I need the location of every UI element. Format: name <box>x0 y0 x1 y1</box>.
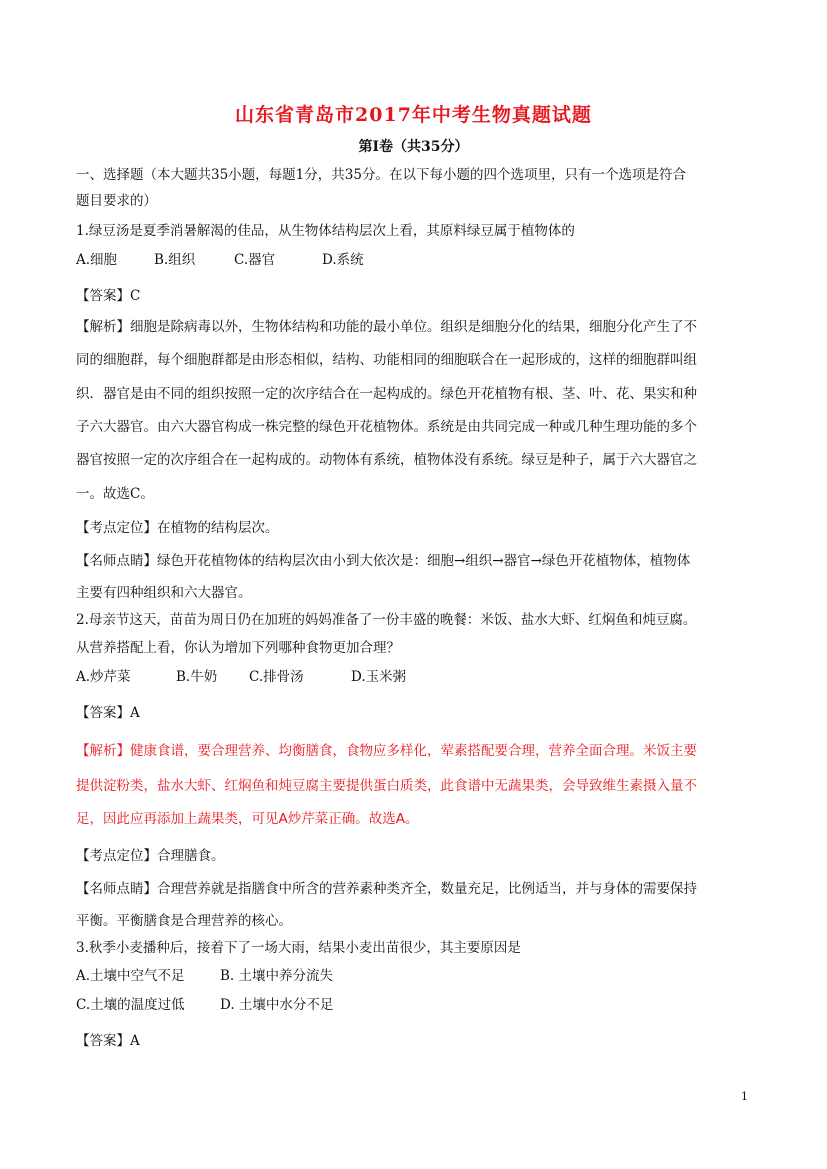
q1-tips-line-1: 【名师点睛】绿色开花植物体的结构层次由小到大依次是：细胞→组织→器官→绿色开花植物体，植物体 <box>76 553 691 569</box>
q1-analysis-line-5: 器官按照一定的次序组合在一起构成的。动物体有系统，植物体没有系统。绿豆是种子，属于六大器官之 <box>76 452 697 468</box>
q1-analysis-line-1: 【解析】细胞是除病毒以外，生物体结构和功能的最小单位。组织是细胞分化的结果，细胞分化产生了不 <box>76 319 697 335</box>
q2-option-d: D.玉米粥 <box>351 669 407 685</box>
q1-tips-line-2: 主要有四种组织和六大器官。 <box>76 585 252 601</box>
q2-tips-line-1: 【名师点睛】合理营养就是指膳食中所含的营养素种类齐全，数量充足，比例适当，并与身体的需要保持 <box>76 881 697 897</box>
q2-tips-line-2: 平衡。平衡膳食是合理营养的核心。 <box>76 913 292 929</box>
q3-option-d: D. 土壤中水分不足 <box>220 997 334 1013</box>
q2-analysis-line-2: 提供淀粉类，盐水大虾、红焖鱼和炖豆腐主要提供蛋白质类，此食谱中无蔬果类，会导致维生素摄入量不 <box>76 778 697 794</box>
q3-stem: 3.秋季小麦播种后，接着下了一场大雨，结果小麦出苗很少，其主要原因是 <box>76 940 521 956</box>
q3-options-row-1 <box>76 966 756 986</box>
q1-option-d: D.系统 <box>322 252 364 268</box>
q2-stem-line-1: 2.母亲节这天，苗苗为周日仍在加班的妈妈准备了一份丰盛的晚餐：米饭、盐水大虾、红焖鱼和炖豆腐。 <box>76 612 697 628</box>
q2-analysis-line-1: 【解析】健康食谱，要合理营养、均衡膳食，食物应多样化，荤素搭配要合理，营养全面合理。米饭主要 <box>76 743 697 759</box>
q2-answer: 【答案】A <box>76 705 140 721</box>
q1-analysis-line-6: 一。故选C。 <box>76 486 154 502</box>
q1-point: 【考点定位】在植物的结构层次。 <box>76 520 279 536</box>
page-title: 山东省青岛市2017年中考生物真题试题 <box>235 104 592 126</box>
q3-answer: 【答案】A <box>76 1033 140 1049</box>
q3-option-b: B. 土壤中养分流失 <box>220 968 334 984</box>
q1-stem: 1.绿豆汤是夏季消暑解渴的佳品，从生物体结构层次上看，其原料绿豆属于植物体的 <box>76 223 575 239</box>
q1-analysis-line-3: 织．器官是由不同的组织按照一定的次序结合在一起构成的。绿色开花植物有根、茎、叶、花、果实和种 <box>76 386 697 402</box>
section-subtitle: 第Ⅰ卷（共35分） <box>358 139 469 155</box>
q3-option-a: A.土壤中空气不足 <box>76 968 185 984</box>
q3-option-c: C.土壤的温度过低 <box>76 997 185 1013</box>
q1-analysis-line-2: 同的细胞群，每个细胞群都是由形态相似，结构、功能相同的细胞联合在一起形成的，这样的细胞群叫组 <box>76 352 697 368</box>
q2-option-b: B.牛奶 <box>176 669 218 685</box>
q2-option-c: C.排骨汤 <box>249 669 304 685</box>
section-instructions-line-2: 题目要求的） <box>76 193 157 209</box>
q2-point: 【考点定位】合理膳食。 <box>76 848 225 864</box>
q2-option-a: A.炒芹菜 <box>76 669 131 685</box>
q1-options <box>76 250 756 270</box>
q1-analysis-line-4: 子六大器官。由六大器官构成一株完整的绿色开花植物体。系统是由共同完成一种或几种生理功能的多个 <box>76 419 697 435</box>
q2-analysis-line-3: 足，因此应再添加上蔬果类，可见A炒芹菜正确。故选A。 <box>76 811 419 827</box>
q1-answer: 【答案】C <box>76 288 141 304</box>
section-instructions-line-1: 一、选择题（本大题共35小题，每题1分，共35分。在以下每小题的四个选项里，只有一个选项是符合 <box>76 167 686 183</box>
q3-options-row-2 <box>76 995 756 1015</box>
q2-options <box>76 667 756 687</box>
q2-stem-line-2: 从营养搭配上看，你认为增加下列哪种食物更加合理？ <box>76 640 400 656</box>
q1-option-a: A.细胞 <box>76 252 118 268</box>
page-number: 1 <box>741 1090 748 1103</box>
q1-option-b: B.组织 <box>154 252 196 268</box>
q1-option-c: C.器官 <box>234 252 276 268</box>
